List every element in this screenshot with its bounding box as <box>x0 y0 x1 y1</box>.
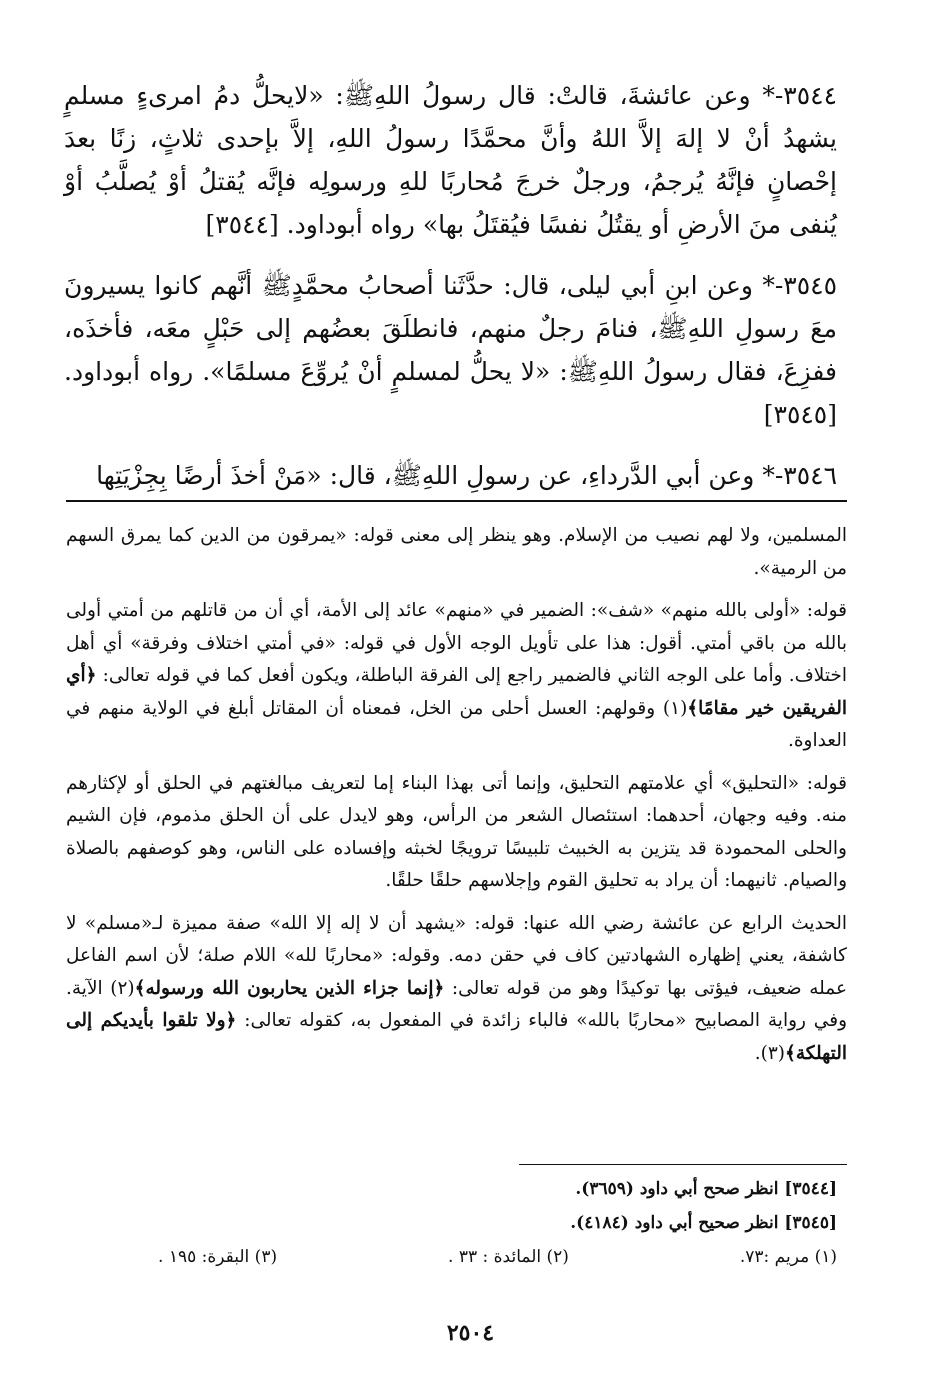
commentary-text: (٢) الآية. وفي رواية المصابيح «محاربًا بالله» فالباء زائدة في المفعول به، كقوله تعالى: <box>66 977 847 1031</box>
commentary-text: (٣). <box>754 1042 785 1064</box>
commentary-paragraph-1: المسلمين، ولا لهم نصيب من الإسلام. وهو ينظر إلى معنى قوله: «يمرقون من الدين كما يمرق السهم من الرمية». <box>66 525 847 579</box>
hadith-section <box>64 74 837 497</box>
quran-quote: ﴿ولا تلقوا بأيديكم إلى التهلكة﴾ <box>66 1010 847 1064</box>
footnote-2: (٢) المائدة : ٣٣ . <box>448 1247 569 1267</box>
footnote-3: (٣) البقرة: ١٩٥ . <box>158 1247 278 1267</box>
hadith-3546: ٣٥٤٦-* وعن أبي الدَّرداءِ، عن رسولِ اللهِﷺ، قال: «مَنْ أخذَ أرضًا بِجِزْيَتِها <box>96 461 837 490</box>
main-divider <box>66 500 847 502</box>
quran-quote: ﴿أي الفريقين خير مقامًا﴾ <box>66 665 847 719</box>
notes-divider <box>519 1164 847 1165</box>
quran-quote: ﴿إنما جزاء الذين يحاربون الله ورسوله﴾ <box>134 977 445 999</box>
reference-3545: [٣٥٤٥] انظر صحيح أبي داود (٤١٨٤). <box>570 1213 837 1233</box>
notes-section <box>66 1172 837 1274</box>
commentary-text: قوله: «أولى بالله منهم» «شف»: الضمير في «منهم» عائد إلى الأمة، أي أن من قاتلهم من أمتي أولى بالله من باقي أمتي. أقول: هذا على تأويل الوجه الأول في قوله: «في أمتي اختلاف وفرقة» أي أهل اختلاف. وأما على الوجه الثاني فالضمير راجع إلى الفرقة الباطلة، ويكون أفعل كما في قوله تعالى: <box>66 600 847 686</box>
commentary-paragraph-3: قوله: «التحليق» أي علامتهم التحليق، وإنما أتى بهذا البناء إما لتعريف مبالغتهم في الحلق أو لإكثارهم منه. وفيه وجهان، أحدهما: استئصال الشعر من الرأس، وهو لايدل على أن الحلق مذموم، فإن الشيم والحلى المحمودة قد يتزين به الخبيث تلبيسًا ترويجًا لخبثه وإفساده على الناس، وهو كوصفهم بالصلاة والصيام. ثانيهما: أن يراد به تحليق القوم وإجلاسهم حلقًا حلقًا. <box>66 772 847 891</box>
commentary-text: الحديث الرابع عن عائشة رضي الله عنها: قوله: «يشهد أن لا إله إلا الله» صفة مميزة لـ«مسلم» لا كاشفة، يعني إظهاره الشهادتين كاف في حقن دمه. وقوله: «محاربًا لله» اللام صلة؛ لأن اسم الفاعل عمله ضعيف، فيؤتى بها توكيدًا وهو من قوله تعالى: <box>66 912 847 999</box>
footnote-1: (١) مريم :٧٣. <box>739 1247 837 1267</box>
commentary-section <box>66 520 847 1080</box>
reference-3544: [٣٥٤٤] انظر صحح أبي داود (٣٦٥٩). <box>575 1179 837 1199</box>
page-number: ٢٥٠٤ <box>446 1320 495 1346</box>
footnotes-row <box>66 1240 837 1274</box>
hadith-3544: ٣٥٤٤-* وعن عائشةَ، قالتْ: قال رسولُ اللهِﷺ: «لايحلُّ دمُ امرىءٍ مسلمٍ يشهدُ أنْ لا إلهَ إلاَّ اللهُ وأنَّ محمَّدًا رسولُ اللهِ، إلاَّ بإحدى ثلاثٍ، زنًا بعدَ إحْصانٍ فإنَّهُ يُرجمُ، ورجلٌ خرجَ مُحاربًا للهِ ورسولِه فإنَّه يُقتلُ أوْ يُصلَّبُ أوْ يُنفى منَ الأرضِ أو يقتُلُ نفسًا فيُقتَلُ بها» رواه أبوداود. [٣٥٤٤] <box>64 81 837 239</box>
commentary-text: (١) وقولهم: العسل أحلى من الخل، فمعناه أن المقاتل أبلغ في الولاية منهم في العداوة. <box>66 697 847 751</box>
commentary-paragraph-4 <box>66 908 847 1071</box>
hadith-3545: ٣٥٤٥-* وعن ابنِ أبي ليلى، قال: حدَّثَنا أصحابُ محمَّدٍﷺ أنَّهم كانوا يسيرونَ معَ رسولِ اللهِﷺ، فنامَ رجلٌ منهم، فانطلَقَ بعضُهم إلى حَبْلٍ معَه، فأخذَه، ففزِعَ، فقال رسولُ اللهِﷺ: «لا يحلُّ لمسلمٍ أنْ يُروِّعَ مسلمًا». رواه أبوداود. [٣٥٤٥] <box>64 271 837 429</box>
commentary-paragraph-2 <box>66 595 847 758</box>
